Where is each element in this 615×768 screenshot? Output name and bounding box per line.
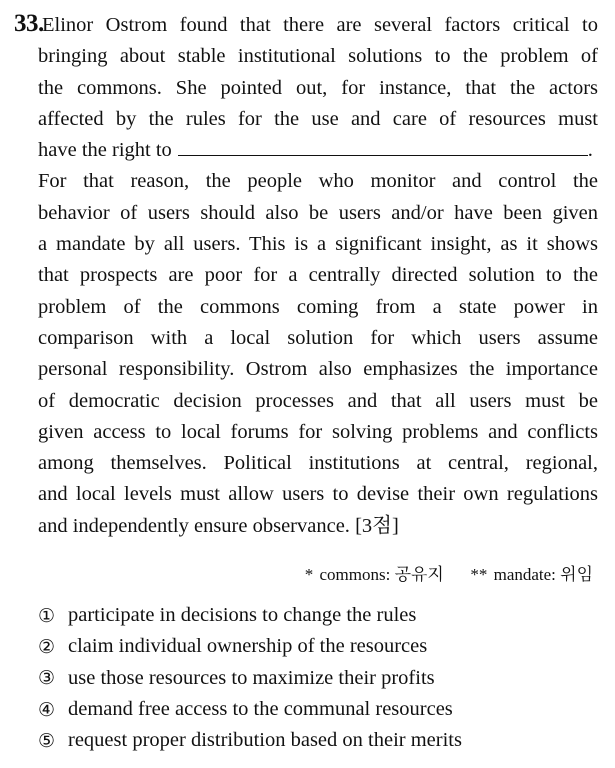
choice-2[interactable] — [38, 631, 598, 662]
choice-5[interactable] — [38, 725, 598, 756]
choice-number: ③ — [38, 667, 56, 690]
footnote-mark: * — [304, 565, 314, 584]
footnote-mark: ** — [470, 565, 488, 584]
passage-line: personal responsibility. Ostrom also emphasizes the importance — [38, 358, 598, 381]
passage-line: problem of the commons coming from a state power in — [38, 295, 598, 318]
passage-line: behavior of users should also be users and/or have been given — [38, 201, 598, 224]
footnotes — [303, 560, 593, 585]
choice-text: claim individual ownership of the resources — [68, 635, 428, 658]
answer-choices — [38, 600, 598, 756]
passage-line-text: and independently ensure observance. — [38, 514, 350, 537]
passage-line: of democratic decision processes and that all users must be — [38, 389, 598, 412]
choice-number: ② — [38, 635, 56, 658]
passage-line: comparison with a local solution for which users assume — [38, 326, 598, 349]
choice-text: participate in decisions to change the rules — [68, 604, 417, 627]
choice-text: demand free access to the communal resources — [68, 698, 453, 721]
choice-text: use those resources to maximize their profits — [68, 666, 435, 689]
passage-line-text: have the right to — [38, 139, 172, 162]
answer-blank — [178, 135, 588, 156]
choice-3[interactable] — [38, 663, 598, 694]
question-number: 33. — [14, 10, 44, 37]
choice-1[interactable] — [38, 600, 598, 631]
passage-line: bringing about stable institutional solutions to the problem of — [38, 45, 598, 68]
passage-line: Elinor Ostrom found that there are several factors critical to — [42, 14, 598, 36]
passage — [38, 10, 598, 542]
points-badge: [3점] — [355, 514, 399, 537]
choice-number: ① — [38, 604, 56, 627]
choice-number: ⑤ — [38, 729, 56, 752]
passage-line: and local levels must allow users to devise their own regulations — [38, 483, 598, 506]
passage-line: that prospects are poor for a centrally directed solution to the — [38, 264, 598, 287]
passage-last-line — [38, 511, 598, 542]
passage-line: among themselves. Political institutions at central, regional, — [38, 452, 598, 475]
passage-line: For that reason, the people who monitor and control the — [38, 170, 598, 193]
passage-line: a mandate by all users. This is a significant insight, as it shows — [38, 233, 598, 256]
choice-4[interactable] — [38, 694, 598, 725]
footnote-commons: commons: 공유지 — [319, 565, 444, 584]
choice-text: request proper distribution based on their merits — [68, 729, 462, 752]
footnote-mandate: mandate: 위임 — [493, 565, 593, 584]
passage-line-with-blank — [38, 135, 598, 166]
choice-number: ④ — [38, 698, 56, 721]
passage-line: given access to local forums for solving problems and conflicts — [38, 420, 598, 443]
passage-line: the commons. She pointed out, for instance, that the actors — [38, 76, 598, 99]
blank-period: . — [587, 139, 593, 162]
passage-line: affected by the rules for the use and care of resources must — [38, 107, 598, 130]
